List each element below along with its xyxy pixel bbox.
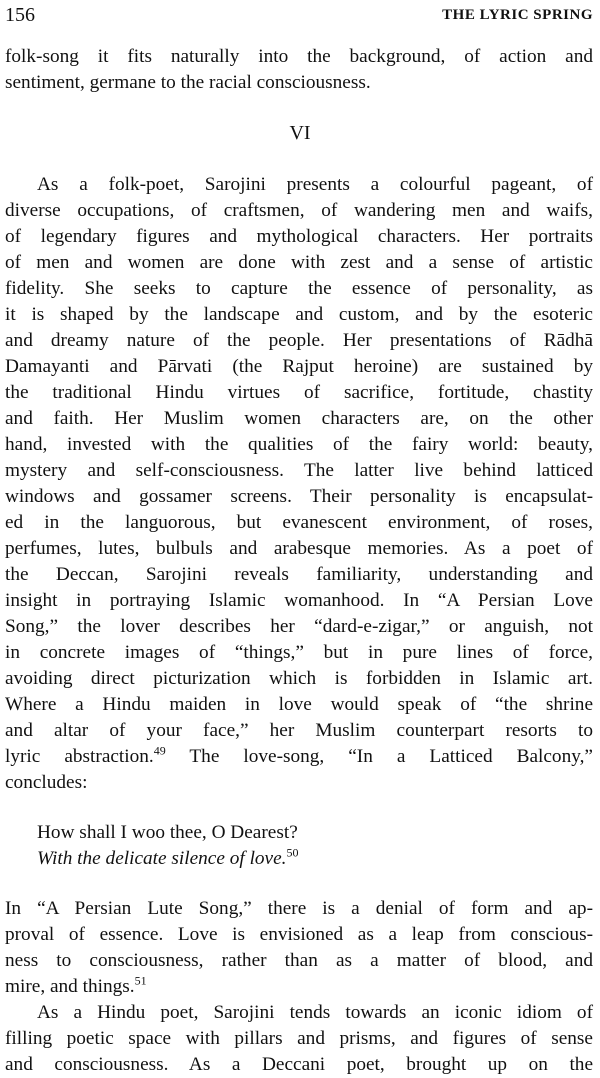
text-line: insight in portraying Islamic womanhood. In “A Persian Love [5, 590, 593, 611]
text-line: and dreamy nature of the people. Her presentations of Rādhā [5, 330, 593, 351]
footnote-ref: 49 [153, 743, 166, 758]
text-line: fidelity. She seeks to capture the essence of personality, as [5, 278, 593, 299]
text-line: perfumes, lutes, bulbuls and arabesque memories. As a poet of [5, 538, 593, 559]
text-line: ness to consciousness, rather than as a matter of blood, and [5, 950, 593, 971]
text-line: hand, invested with the qualities of the fairy world: beauty, [5, 434, 593, 455]
section-heading: VI [289, 122, 311, 144]
text-line: concludes: [5, 772, 88, 793]
text-line-with-footnote [5, 974, 593, 1000]
text-line: and altar of your face,” her Muslim counterpart resorts to [5, 720, 593, 741]
text-line: it is shaped by the landscape and custom, and by the esoteric [5, 304, 593, 325]
verse-line: How shall I woo thee, O Dearest? [37, 822, 298, 843]
text-line: Song,” the lover describes her “dard-e-zigar,” or anguish, not [5, 616, 593, 637]
text-line: in concrete images of “things,” but in pure lines of force, [5, 642, 593, 663]
footnote-ref: 50 [286, 845, 299, 860]
page-number: 156 [5, 4, 35, 26]
text-line: and faith. Her Muslim women characters are, on the other [5, 408, 593, 429]
text-line: of men and women are done with zest and a sense of artistic [5, 252, 593, 273]
text-line: of legendary figures and mythological characters. Her portraits [5, 226, 593, 247]
running-head: THE LYRIC SPRING [442, 7, 593, 23]
text-line: filling poetic space with pillars and prisms, and figures of sense [5, 1028, 593, 1049]
text-line: avoiding direct picturization which is forbidden in Islamic art. [5, 668, 593, 689]
text-line: mystery and self-consciousness. The latter live behind latticed [5, 460, 593, 481]
text-line-with-footnote [5, 744, 593, 770]
text-line: Where a Hindu maiden in love would speak of “the shrine [5, 694, 593, 715]
text-line: Damayanti and Pārvati (the Rajput heroine) are sustained by [5, 356, 593, 377]
page-header [5, 4, 593, 30]
line-text: The love-song, “In a Latticed Balcony,” [165, 746, 593, 767]
footnote-ref: 51 [134, 973, 147, 988]
text-line: windows and gossamer screens. Their personality is encapsulat- [5, 486, 593, 507]
line-text: mire, and things. [5, 976, 135, 997]
text-line: sentiment, germane to the racial consciousness. [5, 72, 371, 93]
verse-line [37, 846, 299, 872]
text-line: ed in the languorous, but evanescent environment, of roses, [5, 512, 593, 533]
text-line: diverse occupations, of craftsmen, of wandering men and waifs, [5, 200, 593, 221]
text-line: As a folk-poet, Sarojini presents a colourful pageant, of [37, 174, 593, 195]
text-line: the Deccan, Sarojini reveals familiarity, understanding and [5, 564, 593, 585]
text-line: proval of essence. Love is envisioned as a leap from conscious- [5, 924, 593, 945]
text-line: As a Hindu poet, Sarojini tends towards an iconic idiom of [37, 1002, 593, 1023]
text-line: folk-song it fits naturally into the background, of action and [5, 46, 593, 67]
text-line: the traditional Hindu virtues of sacrifice, fortitude, chastity [5, 382, 593, 403]
text-line: and consciousness. As a Deccani poet, brought up on the [5, 1054, 593, 1075]
verse-text: With the delicate silence of love. [37, 848, 287, 869]
text-line: In “A Persian Lute Song,” there is a denial of form and ap- [5, 898, 593, 919]
line-text: lyric abstraction. [5, 746, 154, 767]
